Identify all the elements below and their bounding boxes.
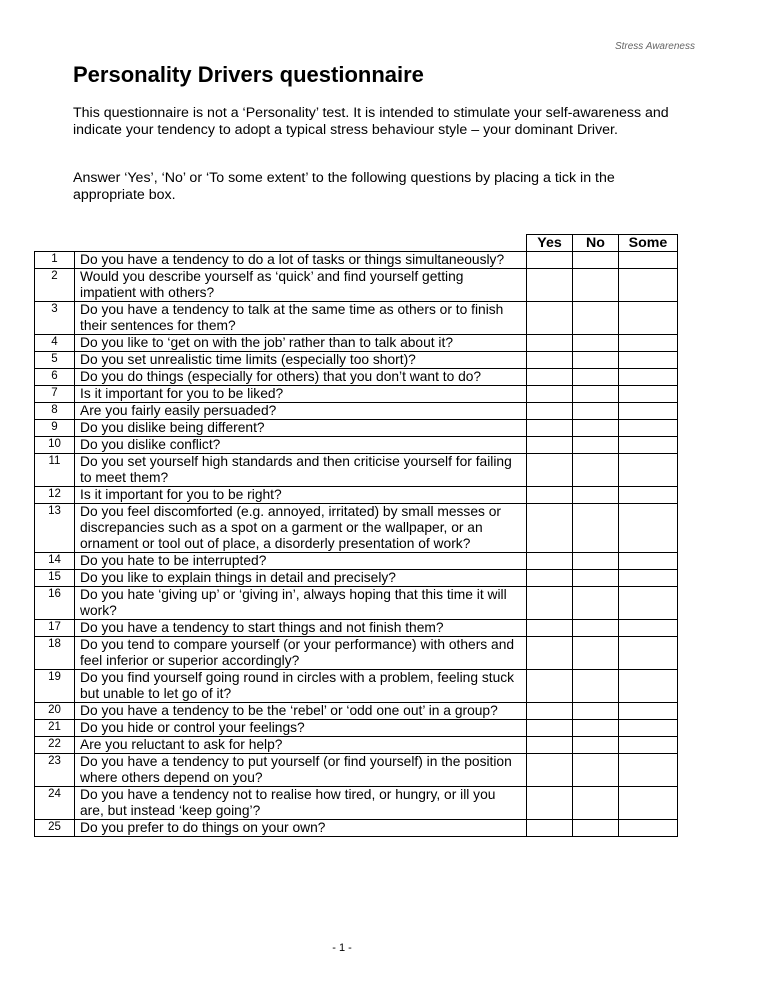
question-row — [35, 437, 678, 454]
tick-box-some[interactable] — [619, 620, 678, 637]
tick-box-yes[interactable] — [527, 352, 573, 369]
tick-box-no[interactable] — [573, 504, 619, 553]
tick-box-no[interactable] — [573, 754, 619, 787]
question-row — [35, 720, 678, 737]
question-number: 7 — [35, 386, 75, 403]
question-number: 22 — [35, 737, 75, 754]
question-text: Do you have a tendency to talk at the same time as others or to finish their sentences for them? — [75, 302, 527, 335]
question-row — [35, 302, 678, 335]
question-row — [35, 335, 678, 352]
tick-box-no[interactable] — [573, 369, 619, 386]
question-row — [35, 386, 678, 403]
question-text: Do you have a tendency to start things and not finish them? — [75, 620, 527, 637]
question-number: 20 — [35, 703, 75, 720]
question-number: 24 — [35, 787, 75, 820]
page-number: - 1 - — [332, 942, 352, 954]
tick-box-some[interactable] — [619, 369, 678, 386]
question-row — [35, 487, 678, 504]
tick-box-some[interactable] — [619, 587, 678, 620]
question-row — [35, 352, 678, 369]
question-row — [35, 737, 678, 754]
question-number: 5 — [35, 352, 75, 369]
tick-box-yes[interactable] — [527, 454, 573, 487]
tick-box-no[interactable] — [573, 553, 619, 570]
question-number: 13 — [35, 504, 75, 553]
question-row — [35, 670, 678, 703]
question-number: 9 — [35, 420, 75, 437]
question-number: 18 — [35, 637, 75, 670]
question-number: 23 — [35, 754, 75, 787]
instructions-paragraph: Answer ‘Yes’, ‘No’ or ‘To some extent’ to the following questions by placing a tick in the appropriate box. — [73, 170, 615, 203]
tick-box-yes[interactable] — [527, 302, 573, 335]
tick-box-some[interactable] — [619, 570, 678, 587]
tick-box-no[interactable] — [573, 335, 619, 352]
tick-box-some[interactable] — [619, 403, 678, 420]
tick-box-no[interactable] — [573, 487, 619, 504]
tick-box-some[interactable] — [619, 754, 678, 787]
question-row — [35, 587, 678, 620]
column-header-yes: Yes — [527, 235, 573, 252]
tick-box-no[interactable] — [573, 787, 619, 820]
tick-box-no[interactable] — [573, 637, 619, 670]
tick-box-yes[interactable] — [527, 403, 573, 420]
tick-box-yes[interactable] — [527, 553, 573, 570]
tick-box-some[interactable] — [619, 787, 678, 820]
question-number: 11 — [35, 454, 75, 487]
tick-box-no[interactable] — [573, 670, 619, 703]
tick-box-yes[interactable] — [527, 620, 573, 637]
tick-box-no[interactable] — [573, 437, 619, 454]
question-text: Do you prefer to do things on your own? — [75, 820, 527, 837]
tick-box-yes[interactable] — [527, 335, 573, 352]
column-header-no: No — [573, 235, 619, 252]
tick-box-some[interactable] — [619, 302, 678, 335]
question-text: Do you have a tendency not to realise how tired, or hungry, or ill you are, but instead ‘keep going’? — [75, 787, 527, 820]
question-text: Do you hide or control your feelings? — [75, 720, 527, 737]
tick-box-no[interactable] — [573, 386, 619, 403]
question-number: 4 — [35, 335, 75, 352]
tick-box-some[interactable] — [619, 637, 678, 670]
question-row — [35, 754, 678, 787]
column-header-some: Some — [619, 235, 678, 252]
tick-box-no[interactable] — [573, 302, 619, 335]
question-text: Do you have a tendency to be the ‘rebel’ or ‘odd one out’ in a group? — [75, 703, 527, 720]
question-text: Do you feel discomforted (e.g. annoyed, irritated) by small messes or discrepancies such as a spot on a garment or the wallpaper, or an ornament or tool out of place, a disorderly presentation of work? — [75, 504, 527, 553]
question-number: 6 — [35, 369, 75, 386]
tick-box-yes[interactable] — [527, 386, 573, 403]
question-text: Do you like to ‘get on with the job’ rather than to talk about it? — [75, 335, 527, 352]
tick-box-no[interactable] — [573, 737, 619, 754]
question-number: 16 — [35, 587, 75, 620]
question-row — [35, 553, 678, 570]
question-row — [35, 637, 678, 670]
question-row — [35, 620, 678, 637]
question-text: Do you have a tendency to put yourself (or find yourself) in the position where others depend on you? — [75, 754, 527, 787]
question-rows — [35, 252, 678, 837]
tick-box-some[interactable] — [619, 269, 678, 302]
question-text: Is it important for you to be liked? — [75, 386, 527, 403]
tick-box-no[interactable] — [573, 403, 619, 420]
question-text: Are you reluctant to ask for help? — [75, 737, 527, 754]
tick-box-some[interactable] — [619, 437, 678, 454]
question-number: 8 — [35, 403, 75, 420]
tick-box-no[interactable] — [573, 587, 619, 620]
question-row — [35, 369, 678, 386]
question-row — [35, 269, 678, 302]
question-number: 14 — [35, 553, 75, 570]
question-text: Do you dislike conflict? — [75, 437, 527, 454]
tick-box-yes[interactable] — [527, 703, 573, 720]
tick-box-yes[interactable] — [527, 754, 573, 787]
tick-box-some[interactable] — [619, 487, 678, 504]
question-number: 21 — [35, 720, 75, 737]
tick-box-some[interactable] — [619, 454, 678, 487]
question-number: 15 — [35, 570, 75, 587]
tick-box-yes[interactable] — [527, 369, 573, 386]
question-number: 1 — [35, 252, 75, 269]
question-row — [35, 504, 678, 553]
header-row — [35, 235, 678, 252]
tick-box-no[interactable] — [573, 252, 619, 269]
question-text: Would you describe yourself as ‘quick’ and find yourself getting impatient with others? — [75, 269, 527, 302]
question-number: 12 — [35, 487, 75, 504]
question-text: Do you like to explain things in detail and precisely? — [75, 570, 527, 587]
tick-box-no[interactable] — [573, 720, 619, 737]
tick-box-yes[interactable] — [527, 720, 573, 737]
question-number: 17 — [35, 620, 75, 637]
tick-box-some[interactable] — [619, 820, 678, 837]
page-title: Personality Drivers questionnaire — [73, 62, 424, 87]
tick-box-yes[interactable] — [527, 637, 573, 670]
question-row — [35, 570, 678, 587]
tick-box-some[interactable] — [619, 504, 678, 553]
questionnaire-table — [34, 234, 678, 837]
tick-box-yes[interactable] — [527, 487, 573, 504]
tick-box-yes[interactable] — [527, 504, 573, 553]
tick-box-no[interactable] — [573, 352, 619, 369]
tick-box-some[interactable] — [619, 553, 678, 570]
question-text: Do you set yourself high standards and then criticise yourself for failing to meet them? — [75, 454, 527, 487]
question-text: Do you hate to be interrupted? — [75, 553, 527, 570]
question-number: 2 — [35, 269, 75, 302]
tick-box-yes[interactable] — [527, 269, 573, 302]
intro-paragraph: This questionnaire is not a ‘Personality’ test. It is intended to stimulate your self-awareness and indicate your tendency to adopt a typical stress behaviour style – your dominant Driver. — [73, 105, 669, 138]
question-number: 3 — [35, 302, 75, 335]
question-text: Do you find yourself going round in circles with a problem, feeling stuck but unable to let go of it? — [75, 670, 527, 703]
tick-box-no[interactable] — [573, 269, 619, 302]
question-row — [35, 252, 678, 269]
tick-box-some[interactable] — [619, 420, 678, 437]
tick-box-yes[interactable] — [527, 437, 573, 454]
question-text: Do you do things (especially for others) that you don’t want to do? — [75, 369, 527, 386]
question-text: Do you have a tendency to do a lot of tasks or things simultaneously? — [75, 252, 527, 269]
question-text: Do you tend to compare yourself (or your performance) with others and feel inferior or superior accordingly? — [75, 637, 527, 670]
tick-box-yes[interactable] — [527, 820, 573, 837]
question-text: Do you hate ‘giving up’ or ‘giving in’, always hoping that this time it will work? — [75, 587, 527, 620]
tick-box-no[interactable] — [573, 420, 619, 437]
tick-box-some[interactable] — [619, 670, 678, 703]
tick-box-no[interactable] — [573, 620, 619, 637]
question-row — [35, 454, 678, 487]
question-text: Is it important for you to be right? — [75, 487, 527, 504]
tick-box-yes[interactable] — [527, 420, 573, 437]
question-number: 25 — [35, 820, 75, 837]
question-row — [35, 420, 678, 437]
question-text: Do you dislike being different? — [75, 420, 527, 437]
tick-box-some[interactable] — [619, 720, 678, 737]
tick-box-yes[interactable] — [527, 252, 573, 269]
tick-box-yes[interactable] — [527, 787, 573, 820]
question-row — [35, 820, 678, 837]
tick-box-some[interactable] — [619, 252, 678, 269]
question-text: Do you set unrealistic time limits (especially too short)? — [75, 352, 527, 369]
tick-box-no[interactable] — [573, 454, 619, 487]
tick-box-yes[interactable] — [527, 570, 573, 587]
question-text: Are you fairly easily persuaded? — [75, 403, 527, 420]
question-row — [35, 703, 678, 720]
running-header: Stress Awareness — [614, 41, 695, 52]
tick-box-no[interactable] — [573, 570, 619, 587]
question-row — [35, 787, 678, 820]
tick-box-some[interactable] — [619, 335, 678, 352]
tick-box-yes[interactable] — [527, 737, 573, 754]
question-row — [35, 403, 678, 420]
tick-box-yes[interactable] — [527, 587, 573, 620]
tick-box-no[interactable] — [573, 703, 619, 720]
tick-box-some[interactable] — [619, 386, 678, 403]
tick-box-some[interactable] — [619, 703, 678, 720]
question-number: 19 — [35, 670, 75, 703]
tick-box-no[interactable] — [573, 820, 619, 837]
tick-box-yes[interactable] — [527, 670, 573, 703]
tick-box-some[interactable] — [619, 352, 678, 369]
question-number: 10 — [35, 437, 75, 454]
tick-box-some[interactable] — [619, 737, 678, 754]
